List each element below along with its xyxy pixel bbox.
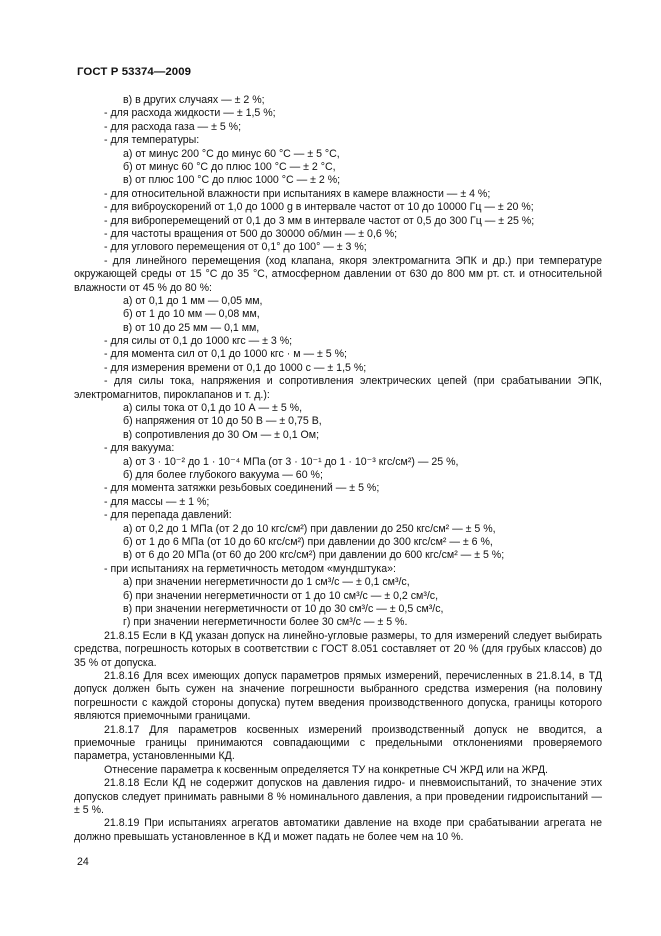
list-line: - для массы — ± 1 %; (104, 495, 210, 508)
list-line: в) от плюс 100 °С до плюс 1000 °С — ± 2 %; (123, 174, 341, 187)
list-line: а) от 0,1 до 1 мм — 0,05 мм, (123, 294, 263, 307)
list-line: - для относительной влажности при испытаниях в камере влажности — ± 4 %; (104, 187, 491, 200)
list-line: б) для более глубокого вакуума — 60 %; (123, 469, 323, 482)
list-line: - для силы от 0,1 до 1000 кгс — ± 3 %; (104, 335, 293, 348)
list-line: - для силы тока, напряжения и сопротивления электрических цепей (при срабатывании ЭПК, электромагнитов, пироклапанов и т. д.): (74, 375, 602, 401)
list-line: б) от минус 60 °С до плюс 100 °С — ± 2 °С, (123, 160, 336, 173)
list-line: - для виброускорений от 1,0 до 1000 g в интервале частот от 10 до 10000 Гц — ± 20 %; (104, 201, 534, 214)
list-line: в) от 10 до 25 мм — 0,1 мм, (123, 321, 260, 334)
list-line: - для перепада давлений: (104, 509, 232, 522)
list-line: - для расхода газа — ± 5 %; (104, 120, 242, 133)
list-line: а) от 0,2 до 1 МПа (от 2 до 10 кгс/см²) при давлении до 250 кгс/см² — ± 5 %, (123, 522, 496, 535)
list-line: - для линейного перемещения (ход клапана, якоря электромагнита ЭПК и др.) при температуре окружающей среды от 15 °С до 35 °С, атмосферном давлении от 630 до 800 мм рт. ст. и относительной влажности от 45 % до 80 %: (74, 254, 602, 294)
list-line: б) при значении негерметичности от 1 до 10 см³/с — ± 0,2 см³/с, (123, 589, 439, 602)
list-line: - для момента сил от 0,1 до 1000 кгс · м — ± 5 %; (104, 348, 347, 361)
document-header: ГОСТ Р 53374—2009 (77, 66, 192, 78)
list-line: в) сопротивления до 30 Ом — ± 0,1 Ом; (123, 428, 320, 441)
list-line: - для момента затяжки резьбовых соединений — ± 5 %; (104, 482, 380, 495)
clause-paragraph: 21.8.19 При испытаниях агрегатов автоматики давление на входе при срабатывании агрегата не должно превышать установленное в КД и может падать не более чем на 10 %. (74, 817, 602, 843)
list-line: в) от 6 до 20 МПа (от 60 до 200 кгс/см²) при давлении до 600 кгс/см² — ± 5 %; (123, 549, 505, 562)
list-line: в) в других случаях — ± 2 %; (123, 94, 265, 106)
list-line: - для виброперемещений от 0,1 до 3 мм в интервале частот от 0,5 до 300 Гц — ± 25 %; (104, 214, 535, 227)
list-line: б) напряжения от 10 до 50 В — ± 0,75 В, (123, 415, 322, 428)
list-line: г) при значении негерметичности более 30 см³/с — ± 5 %. (123, 616, 408, 629)
list-line: а) силы тока от 0,1 до 10 А — ± 5 %, (123, 402, 303, 415)
list-line: - для измерения времени от 0,1 до 1000 с — ± 1,5 %; (104, 361, 367, 374)
list-line: - для расхода жидкости — ± 1,5 %; (104, 107, 276, 120)
page-number: 24 (77, 856, 89, 868)
clause-paragraph: 21.8.18 Если КД не содержит допусков на давления гидро- и пневмоиспытаний, то значение этих допусков следует принимать равными 8 % номинального давления, а при проведении гидроиспытаний — ± 5 %. (74, 777, 602, 816)
list-line: б) от 1 до 6 МПа (от 10 до 60 кгс/см²) при давлении до 300 кгс/см² — ± 6 %, (123, 535, 493, 548)
list-line: а) от минус 200 °С до минус 60 °С — ± 5 °С, (123, 147, 340, 160)
list-line: - при испытаниях на герметичность методом «мундштука»: (104, 562, 396, 575)
list-line: а) при значении негерметичности до 1 см³/с — ± 0,1 см³/с, (123, 576, 410, 589)
document-body (74, 94, 602, 844)
list-line: в) при значении негерметичности от 10 до 30 см³/с — ± 0,5 см³/с, (123, 602, 444, 615)
list-line: - для углового перемещения от 0,1° до 100° — ± 3 %; (104, 241, 367, 254)
list-line: - для вакуума: (104, 442, 175, 455)
clause-paragraph: 21.8.16 Для всех имеющих допуск параметров прямых измерений, перечисленных в 21.8.14, в ТД допуск должен быть сужен на значение погрешности выбранного средства измерения (на половину погрешности с каждой стороны допуска) путем введения производственного допуска, границы которого являются приемочными границами. (74, 669, 602, 723)
list-line: б) от 1 до 10 мм — 0,08 мм, (123, 308, 260, 321)
list-line: - для частоты вращения от 500 до 30000 об/мин — ± 0,6 %; (104, 227, 398, 240)
clause-paragraph: Отнесение параметра к косвенным определяется ТУ на конкретные СЧ ЖРД или на ЖРД. (104, 763, 548, 776)
list-line: - для температуры: (104, 134, 200, 147)
list-line: а) от 3 · 10⁻² до 1 · 10⁻⁴ МПа (от 3 · 10⁻¹ до 1 · 10⁻³ кгс/см²) — 25 %, (123, 455, 459, 468)
clause-paragraph: 21.8.15 Если в КД указан допуск на линейно-угловые размеры, то для измерений следует выбирать средства, погрешность которых в соответствии с ГОСТ 8.051 составляет от 20 % (для грубых классов) до 35 % от допуска. (74, 629, 602, 669)
clause-paragraph: 21.8.17 Для параметров косвенных измерений производственный допуск не вводится, а приемочные границы принимаются совпадающими с предельными отклонениями проверяемого параметра, установленными КД. (74, 723, 602, 763)
